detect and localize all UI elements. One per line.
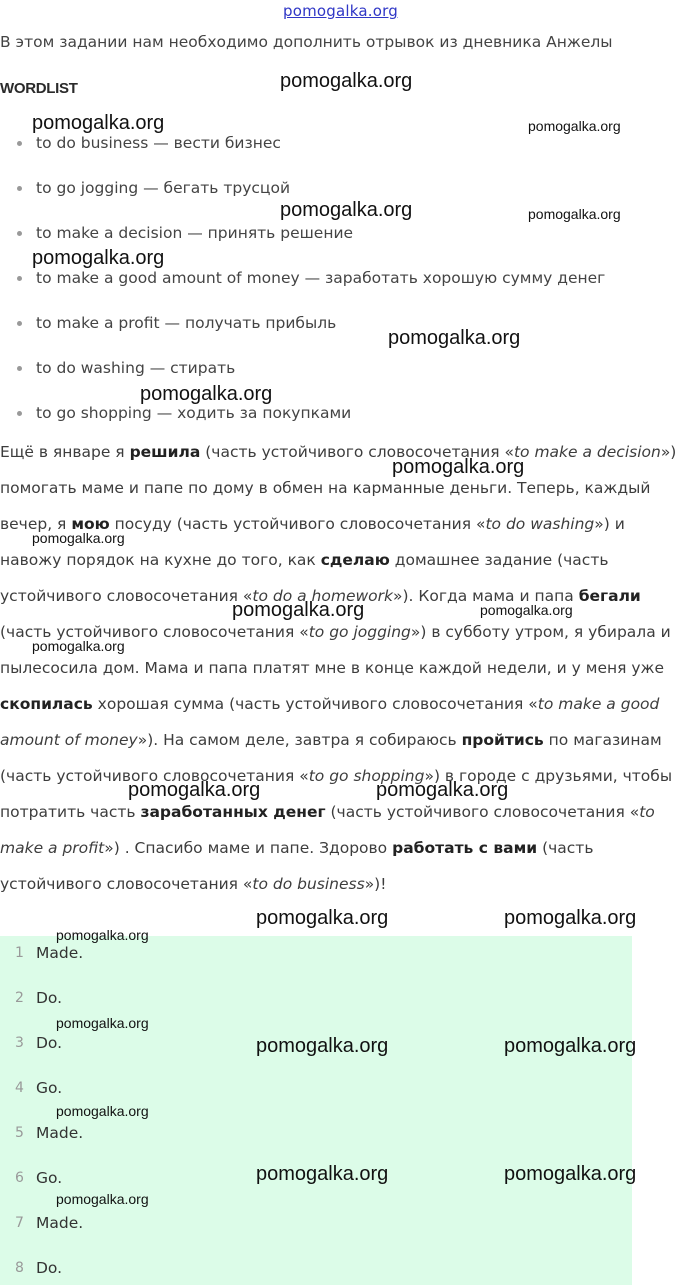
watermark: pomogalka.org (256, 1035, 389, 1057)
watermark: pomogalka.org (56, 927, 149, 943)
phrase: to go shopping (308, 767, 425, 785)
bullet-icon (17, 231, 22, 236)
answer-number: 5 (15, 1125, 24, 1141)
answer-text: Do. (36, 989, 63, 1007)
answer-number: 6 (15, 1170, 24, 1186)
site-link[interactable]: pomogalka.org (283, 2, 398, 20)
bold-word: сделаю (320, 551, 390, 569)
watermark: pomogalka.org (56, 1015, 149, 1031)
answer-text: Go. (36, 1169, 63, 1187)
wordlist-item: to make a decision — принять решение (17, 224, 353, 242)
watermark: pomogalka.org (256, 907, 389, 929)
answer-number: 4 (15, 1080, 24, 1096)
watermark: pomogalka.org (376, 779, 509, 801)
phrase: to make a profit (0, 803, 655, 857)
bullet-icon (17, 366, 22, 371)
wordlist-item: to make a good amount of money — заработать хорошую сумму денег (17, 269, 605, 287)
watermark: pomogalka.org (528, 206, 621, 222)
bold-word: решила (129, 443, 201, 461)
bold-word: заработанных денег (140, 803, 326, 821)
watermark: pomogalka.org (280, 199, 413, 221)
answer-text: Made. (36, 1124, 84, 1142)
wordlist-item: to make a profit — получать прибыль (17, 314, 336, 332)
answer-number: 3 (15, 1035, 24, 1051)
answer-text: Made. (36, 1214, 84, 1232)
phrase: to do business (252, 875, 365, 893)
watermark: pomogalka.org (32, 638, 125, 654)
phrase: to do washing (485, 515, 595, 533)
bold-word: работать с вами (392, 839, 538, 857)
watermark: pomogalka.org (504, 907, 637, 929)
watermark: pomogalka.org (56, 1191, 149, 1207)
bold-word: бегали (578, 587, 641, 605)
phrase: to make a decision (513, 443, 661, 461)
answer-text: Made. (36, 944, 84, 962)
wordlist-item: to do business — вести бизнес (17, 134, 281, 152)
bold-word: мою (71, 515, 110, 533)
watermark: pomogalka.org (504, 1035, 637, 1057)
bullet-icon (17, 141, 22, 146)
answer-text: Do. (36, 1034, 63, 1052)
watermark: pomogalka.org (232, 599, 365, 621)
watermark: pomogalka.org (128, 779, 261, 801)
phrase: to make a good amount of money (0, 695, 660, 749)
wordlist-title: WORDLIST (0, 80, 78, 97)
intro-text: В этом задании нам необходимо дополнить отрывок из дневника Анжелы (0, 33, 613, 51)
bullet-icon (17, 276, 22, 281)
watermark: pomogalka.org (392, 456, 525, 478)
wordlist-item: to do washing — стирать (17, 359, 235, 377)
watermark: pomogalka.org (280, 70, 413, 92)
bold-word: пройтись (461, 731, 544, 749)
answer-number: 2 (15, 990, 24, 1006)
phrase: to go jogging (308, 623, 411, 641)
answer-number: 7 (15, 1215, 24, 1231)
bullet-icon (17, 411, 22, 416)
watermark: pomogalka.org (32, 112, 165, 134)
diary-paragraph: Ещё в январе я решила (часть устойчивого словосочетания «to make a decision») помогать маме и папе по дому в обмен на карманные деньги. Теперь, каждый вечер, я мою посуду (часть устойчивого словосочетания «to do washing») и навожу порядок на кухне до того, как сделаю домашнее задание (часть устойчивого словосочетания «to do a homework»). Когда мама и папа бегали (часть устойчивого словосочетания «to go jogging») в субботу утром, я убирала и пылесосила дом. Мама и папа платят мне в конце каждой недели, и у меня уже скопилась хорошая сумма (часть устойчивого словосочетания «to make a good amount of money»). На самом деле, завтра я собираюсь пройтись по магазинам (часть устойчивого словосочетания «to go shopping») в городе с друзьями, чтобы потратить часть заработанных денег (часть устойчивого словосочетания «to make a profit») . Спасибо маме и папе. Здорово работать с вами (часть устойчивого словосочетания «to do business»)! (0, 443, 677, 893)
bullet-icon (17, 321, 22, 326)
watermark: pomogalka.org (504, 1163, 637, 1185)
watermark: pomogalka.org (256, 1163, 389, 1185)
watermark: pomogalka.org (480, 602, 573, 618)
watermark: pomogalka.org (32, 247, 165, 269)
bullet-icon (17, 186, 22, 191)
bold-word: скопилась (0, 695, 93, 713)
watermark: pomogalka.org (528, 118, 621, 134)
answer-number: 1 (15, 945, 24, 961)
watermark: pomogalka.org (56, 1103, 149, 1119)
wordlist-item: to go jogging — бегать трусцой (17, 179, 290, 197)
watermark: pomogalka.org (388, 327, 521, 349)
watermark: pomogalka.org (32, 530, 125, 546)
phrase: to do a homework (252, 587, 394, 605)
answer-text: Go. (36, 1079, 63, 1097)
answer-number: 8 (15, 1260, 24, 1276)
wordlist-item: to go shopping — ходить за покупками (17, 404, 351, 422)
watermark: pomogalka.org (140, 383, 273, 405)
answer-text: Do. (36, 1259, 63, 1277)
